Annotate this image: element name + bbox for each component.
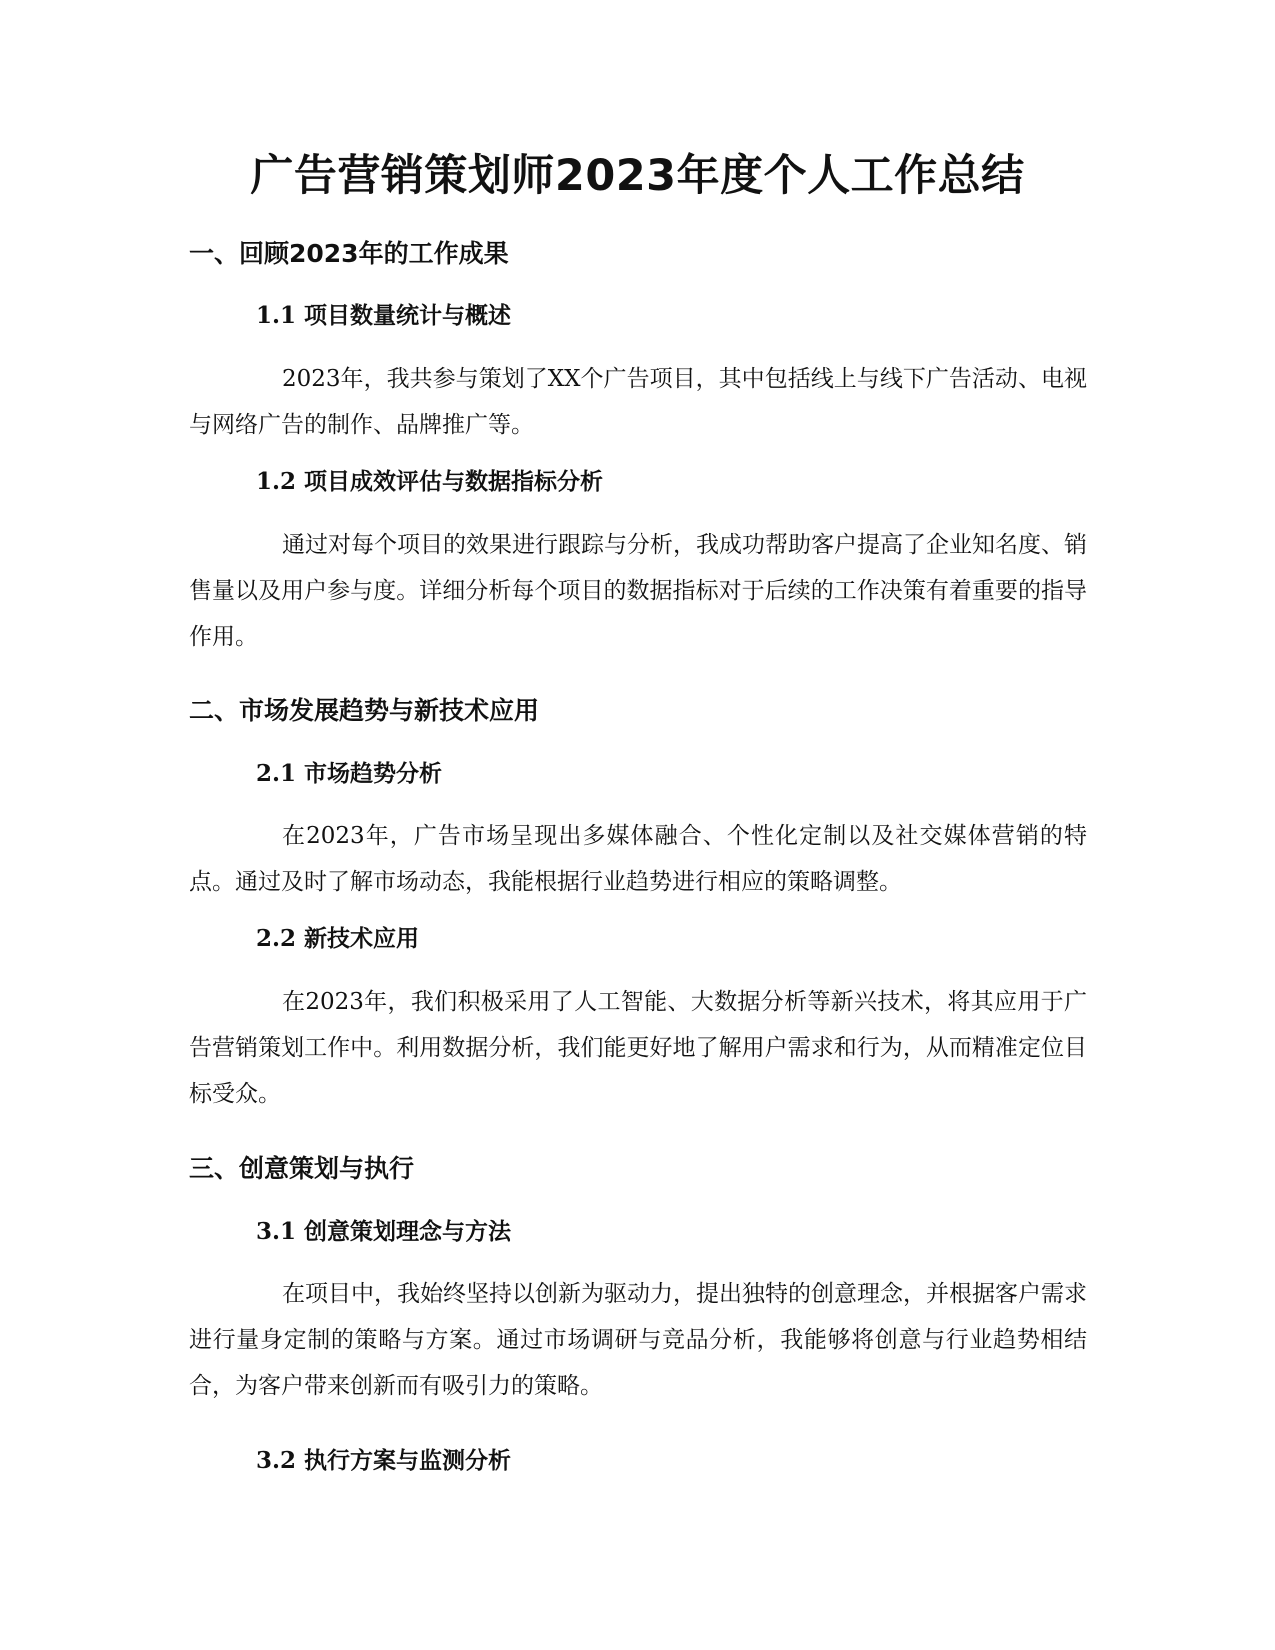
document-title: 广告营销策划师2023年度个人工作总结: [250, 151, 1025, 201]
subsection-heading-3-1: 3.1 创意策划理念与方法: [256, 1218, 512, 1245]
paragraph-1-1: 2023年，我共参与策划了XX个广告项目，其中包括线上与线下广告活动、电视与网络广告的制作、品牌推广等。: [189, 366, 1087, 438]
section-heading-1: 一、回顾2023年的工作成果: [189, 239, 509, 268]
subsection-heading-2-1: 2.1 市场趋势分析: [256, 760, 443, 787]
subsection-heading-3-2: 3.2 执行方案与监测分析: [256, 1447, 512, 1474]
subsection-heading-1-2: 1.2 项目成效评估与数据指标分析: [256, 468, 604, 495]
paragraph-3-1: 在项目中，我始终坚持以创新为驱动力，提出独特的创意理念，并根据客户需求进行量身定制的策略与方案。通过市场调研与竞品分析，我能够将创意与行业趋势相结合，为客户带来创新而有吸引力的策略。: [189, 1281, 1087, 1399]
paragraph-2-1: 在2023年，广告市场呈现出多媒体融合、个性化定制以及社交媒体营销的特点。通过及时了解市场动态，我能根据行业趋势进行相应的策略调整。: [189, 823, 1087, 895]
section-heading-3: 三、创意策划与执行: [189, 1154, 415, 1183]
section-heading-2: 二、市场发展趋势与新技术应用: [189, 696, 540, 725]
subsection-heading-2-2: 2.2 新技术应用: [256, 925, 420, 952]
paragraph-2-2: 在2023年，我们积极采用了人工智能、大数据分析等新兴技术，将其应用于广告营销策划工作中。利用数据分析，我们能更好地了解用户需求和行为，从而精准定位目标受众。: [189, 989, 1087, 1107]
paragraph-1-2: 通过对每个项目的效果进行跟踪与分析，我成功帮助客户提高了企业知名度、销售量以及用户参与度。详细分析每个项目的数据指标对于后续的工作决策有着重要的指导作用。: [189, 532, 1087, 650]
subsection-heading-1-1: 1.1 项目数量统计与概述: [256, 302, 512, 329]
